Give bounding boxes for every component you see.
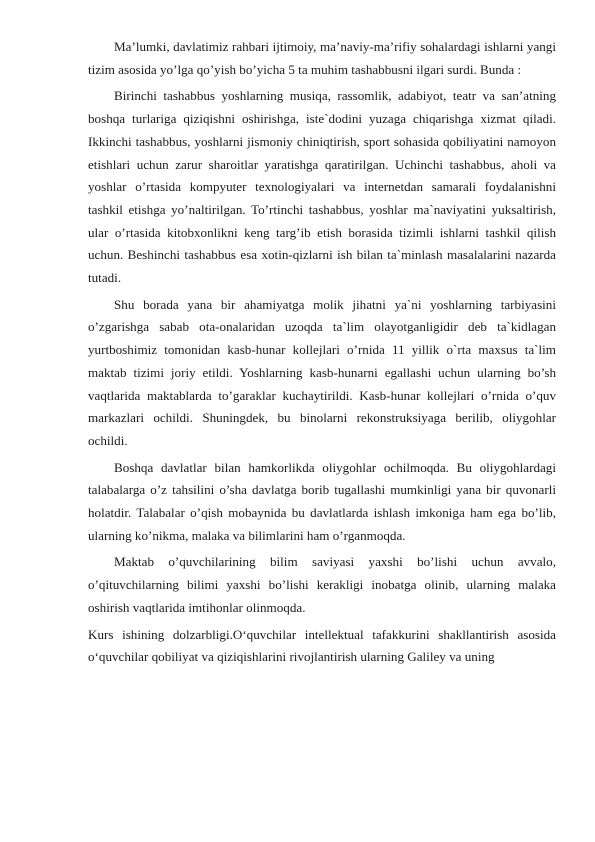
paragraph-international-universities: Boshqa davlatlar bilan hamkorlikda oliygohlar ochilmoqda. Bu oliygohlardagi talabalarga o’z tahsilini o’sha davlatga borib tugallashi mumkinligi yana bir quvonarli holatdir. Talabalar o’qish mobaynida bu davlatlarda ishlash imkoniga ham ega bo’lib, ularning ko’nikma, malaka va bilimlarini ham o’rganmoqda. <box>88 459 556 543</box>
document-page <box>88 36 556 673</box>
paragraph-course-relevance: Kurs ishining dolzarbligi.O‘quvchilar intellektual tafakkurini shakllantirish asosida o‘quvchilar qobiliyat va qiziqishlarini rivojlantirish ularning Galiley va uning <box>88 626 556 665</box>
paragraph-teacher-training: Maktab o’quvchilarining bilim saviyasi yaxshi bo’lishi uchun avvalo, o’qituvchilarning bilimi yaxshi bo’lishi kerakligi inobatga olinib, ularning malaka oshirish vaqtlarida imtihonlar olinmoqda. <box>88 554 556 615</box>
paragraph-initiatives-intro: Ma’lumki, davlatimiz rahbari ijtimoiy, ma’naviy-ma’rifiy sohalardagi ishlarni yangi tizim asosida yo’lga qo’yish bo’yicha 5 ta muhim tashabbusni ilgari surdi. Bunda : <box>88 39 556 77</box>
paragraph-five-initiatives: Birinchi tashabbus yoshlarning musiqa, rassomlik, adabiyot, teatr va san’atning boshqa turlariga qiziqishni oshirishga, iste`dodini yuzaga chiqarishga xizmat qiladi. Ikkinchi tashabbus, yoshlarni jismoniy chiniqtirish, sport sohasida qobiliyatini namoyon etishlari uchun zarur sharoitlar yaratishga qaratirilgan. Uchinchi tashabbus, aholi va yoshlar o’rtasida kompyuter texnologiyalari va internetdan samarali foydalanishni tashkil etishga yo’naltirilgan. To’rtinchi tashabbus, yoshlar ma`naviyatini yuksaltirish, ular o’rtasida kitobxonlikni keng targ’ib etish borasida tizimli ishlarni tashkil qilish uchun. Beshinchi tashabbus esa xotin-qizlarni ish bilan ta`minlash masalalarini nazarda tutadi. <box>88 88 556 286</box>
paragraph-education-reform: Shu borada yana bir ahamiyatga molik jihatni ya`ni yoshlarning tarbiyasini o’zgarishga sabab ota-onalaridan uzoqda ta`lim olayotganligidir deb ta`kidlagan yurtboshimiz tomonidan kasb-hunar kollejlari o’rnida 11 yillik o`rta maxsus ta`lim maktab tizimi joriy etildi. Yoshlarning kasb-hunarni egallashi uchun ularning bo’sh vaqtlarida maktablarda to’garaklar kuchaytirildi. Kasb-hunar kollejlari o’rnida o’quv markazlari ochildi. Shuningdek, bu binolarni rekonstruksiyaga berilib, oliygohlar ochildi. <box>88 296 556 448</box>
